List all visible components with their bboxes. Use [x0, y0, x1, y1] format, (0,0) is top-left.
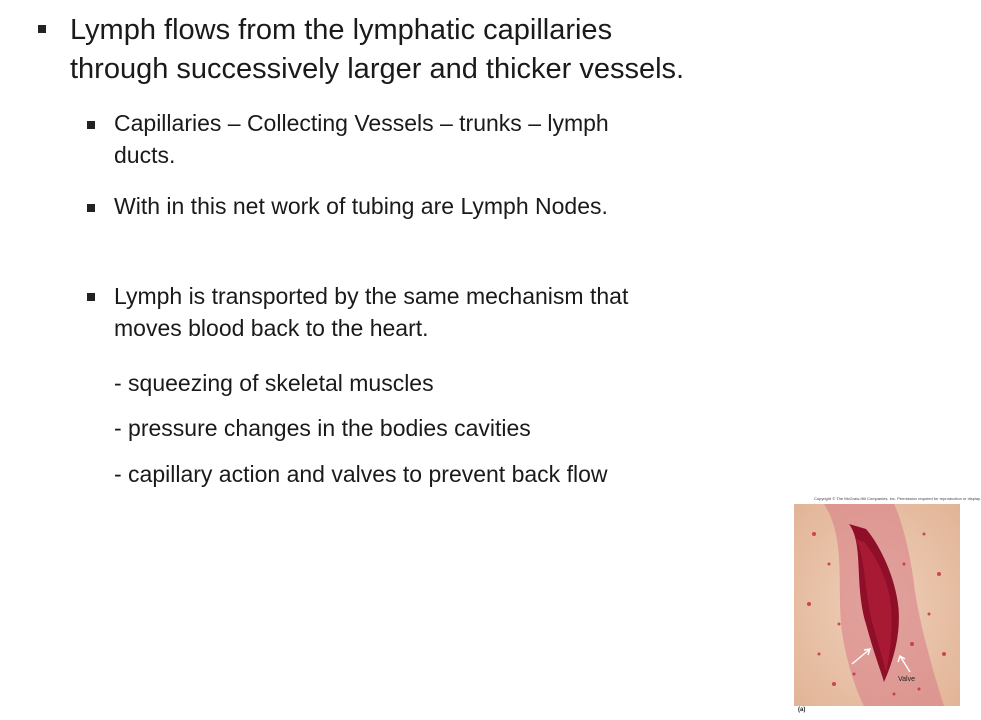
bullet-text-line: through successively larger and thicker vessels.	[70, 53, 685, 85]
bullet-marker	[87, 293, 95, 301]
bullet-text-line: Lymph is transported by the same mechanism that	[114, 283, 629, 309]
bullet-text-line: With in this net work of tubing are Lymph Nodes.	[114, 193, 608, 219]
bullet-marker	[38, 25, 46, 33]
bullet-text-line: Lymph flows from the lymphatic capillaries	[70, 14, 613, 46]
bullet-marker	[87, 121, 95, 129]
valve-label: Valve	[898, 676, 915, 683]
micrograph-image	[794, 504, 960, 706]
dash-item: - capillary action and valves to prevent back flow	[114, 461, 608, 487]
dash-item: - pressure changes in the bodies cavities	[114, 415, 531, 441]
bullet-text-line: moves blood back to the heart.	[114, 315, 429, 341]
bullet-marker	[87, 204, 95, 212]
lymph-vessel-micrograph	[794, 496, 981, 720]
bullet-text-line: Capillaries – Collecting Vessels – trunks – lymph	[114, 110, 609, 136]
bullet-text-line: ducts.	[114, 142, 176, 168]
dash-item: - squeezing of skeletal muscles	[114, 370, 434, 396]
figure-copyright: Copyright © The McGraw-Hill Companies, Inc. Permission required for reproduction or display.	[814, 496, 981, 501]
panel-label: (a)	[798, 707, 806, 713]
